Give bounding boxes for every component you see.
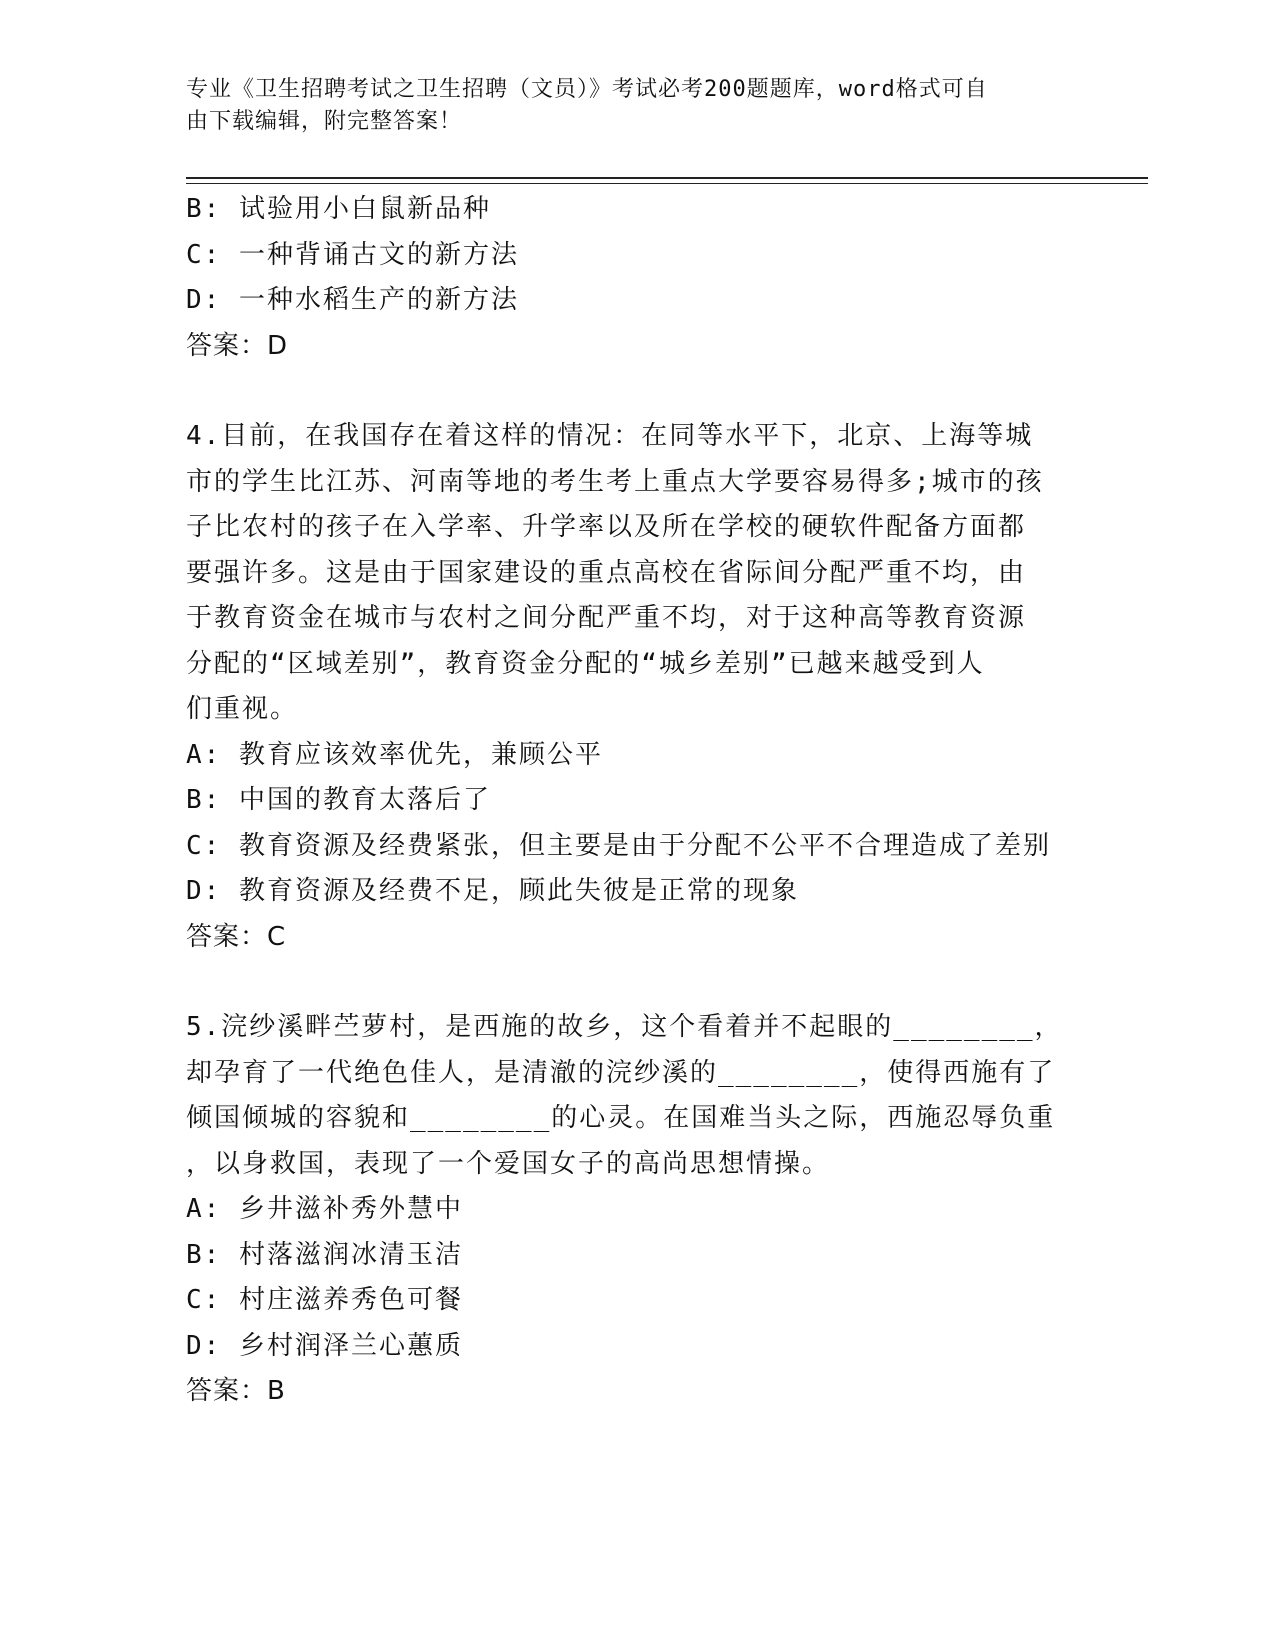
spacer — [186, 960, 1086, 1005]
question-5-option-c: C: 村庄滋养秀色可餐 — [186, 1285, 463, 1315]
question-5-text-line: ，以身救国，表现了一个爱国女子的高尚思想情操。 — [186, 1148, 831, 1179]
question-4-option-d: D: 教育资源及经费不足，顾此失彼是正常的现象 — [186, 876, 799, 906]
question-3-option-b: B: 试验用小白鼠新品种 — [186, 194, 491, 224]
question-4-option-a: A: 教育应该效率优先，兼顾公平 — [186, 739, 603, 770]
question-4-text-line: 4.目前，在我国存在着这样的情况：在同等水平下，北京、上海等城 — [186, 421, 1034, 451]
header-line-2: 由下载编辑，附完整答案！ — [186, 109, 463, 134]
question-5-text-line: 倾国倾城的容貌和________的心灵。在国难当头之际，西施忍辱负重 — [186, 1103, 1056, 1133]
header-line-1: 专业《卫生招聘考试之卫生招聘（文员）》考试必考200题题库，word格式可自 — [186, 77, 988, 102]
question-3-option-d: D: 一种水稻生产的新方法 — [186, 285, 519, 315]
question-5-answer: 答案：B — [186, 1376, 286, 1406]
question-3-answer: 答案：D — [186, 330, 289, 361]
question-4-block — [186, 414, 1086, 960]
question-4-answer: 答案：C — [186, 921, 287, 952]
question-4-text-line: 子比农村的孩子在入学率、升学率以及所在学校的硬软件配备方面都 — [186, 512, 1027, 542]
question-3-option-c: C: 一种背诵古文的新方法 — [186, 239, 519, 270]
question-4-text-line: 市的学生比江苏、河南等地的考生考上重点大学要容易得多;城市的孩 — [186, 466, 1044, 497]
question-4-text-line: 于教育资金在城市与农村之间分配严重不均，对于这种高等教育资源 — [186, 603, 1027, 633]
question-3-block — [186, 187, 1086, 369]
header-divider-thin — [186, 183, 1148, 184]
question-content — [186, 187, 1086, 1415]
question-5-option-b: B: 村落滋润冰清玉洁 — [186, 1239, 463, 1270]
question-5-option-d: D: 乡村润泽兰心蕙质 — [186, 1330, 463, 1361]
question-5-option-a: A: 乡井滋补秀外慧中 — [186, 1194, 463, 1224]
question-4-text-line: 分配的“区域差别”，教育资金分配的“城乡差别”已越来越受到人 — [186, 648, 985, 679]
question-5-text-line: 5.浣纱溪畔苎萝村，是西施的故乡，这个看着并不起眼的________， — [186, 1012, 1063, 1042]
question-4-option-b: B: 中国的教育太落后了 — [186, 785, 491, 815]
question-5-block — [186, 1005, 1086, 1415]
document-header — [186, 74, 1086, 138]
question-4-option-c: C: 教育资源及经费紧张，但主要是由于分配不公平不合理造成了差别 — [186, 830, 1051, 861]
question-4-text-line: 们重视。 — [186, 694, 299, 724]
question-4-text-line: 要强许多。这是由于国家建设的重点高校在省际间分配严重不均，由 — [186, 557, 1027, 588]
question-5-text-line: 却孕育了一代绝色佳人，是清澈的浣纱溪的________，使得西施有了 — [186, 1057, 1056, 1088]
header-divider-thick — [186, 177, 1148, 179]
spacer — [186, 369, 1086, 414]
